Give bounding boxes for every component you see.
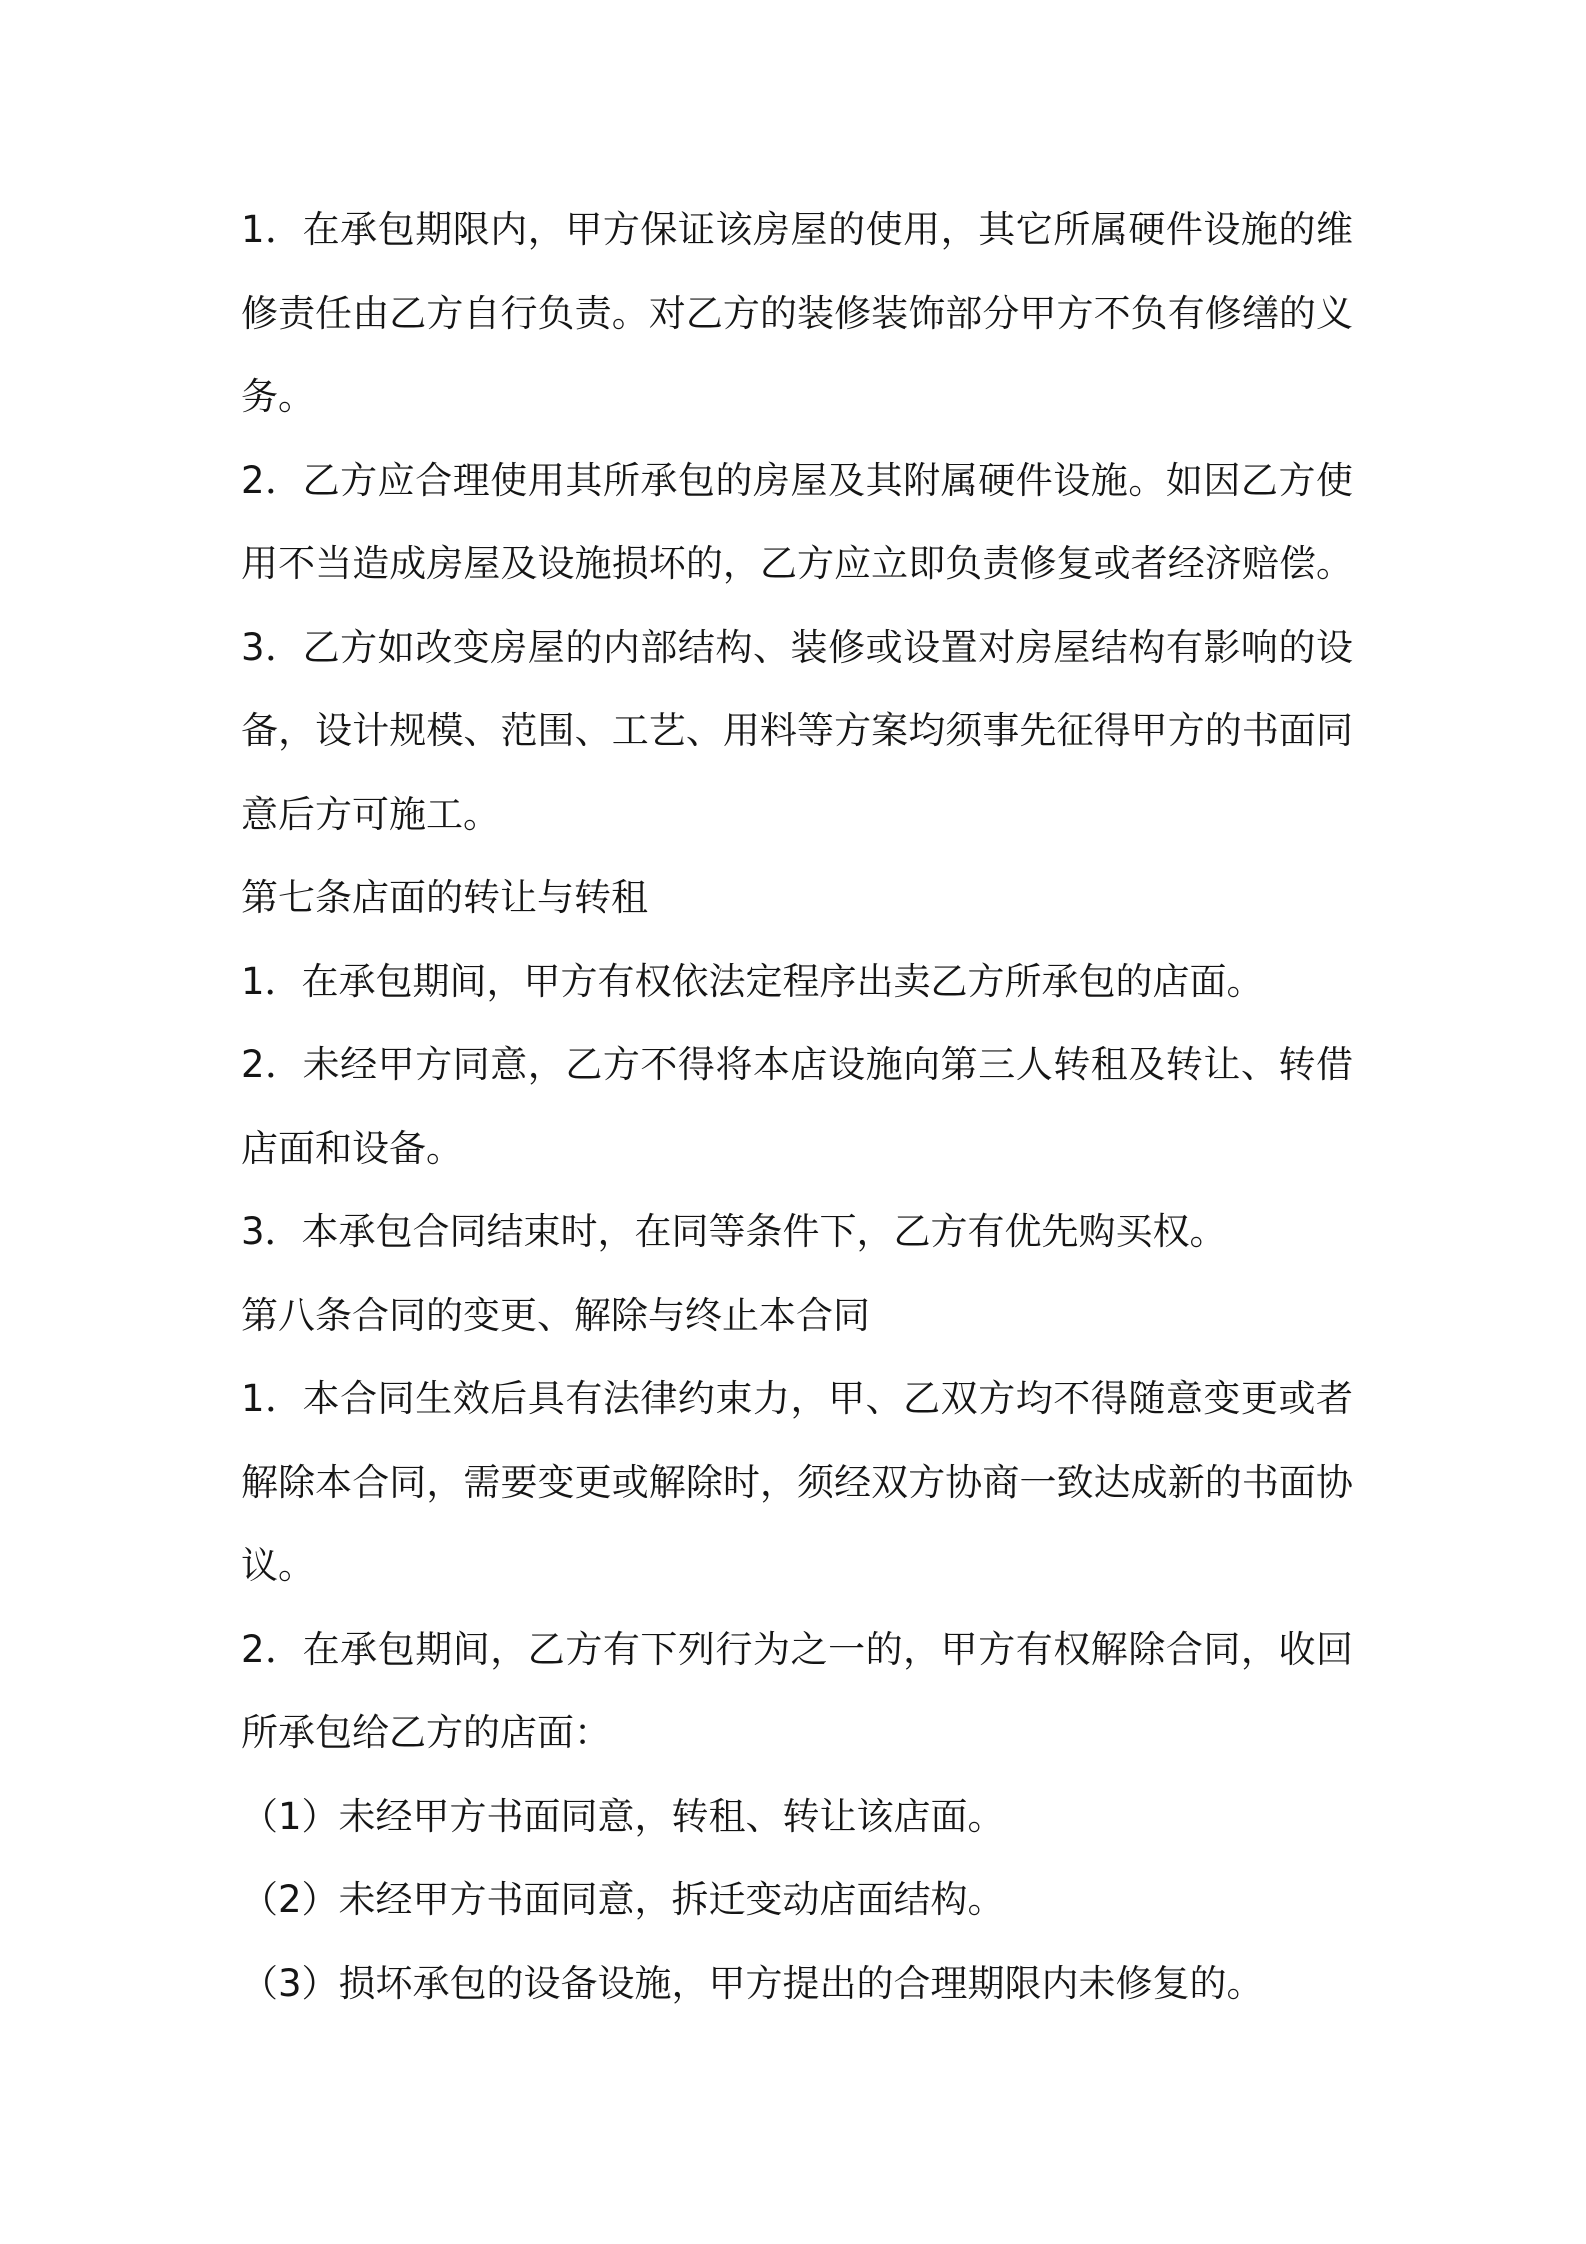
- clause-7-1: [241, 940, 1353, 1024]
- text-line: 解除本合同，需要变更或解除时，须经双方协商一致达成新的书面协: [241, 1460, 1353, 1504]
- clause-6-3: [241, 606, 1353, 857]
- text-line: 议。: [241, 1544, 315, 1587]
- section-heading: 第七条店面的转让与转租: [241, 876, 648, 919]
- text-line: 用不当造成房屋及设施损坏的，乙方应立即负责修复或者经济赔偿。: [241, 542, 1353, 585]
- article-8-heading: [241, 1274, 1353, 1358]
- text-line: （2）未经甲方书面同意，拆迁变动店面结构。: [241, 1878, 1005, 1921]
- text-line: 2．在承包期间，乙方有下列行为之一的，甲方有权解除合同，收回: [241, 1627, 1353, 1671]
- clause-8-1: [241, 1357, 1353, 1608]
- clause-8-2: [241, 1608, 1353, 1775]
- text-line: 意后方可施工。: [241, 792, 500, 836]
- clause-7-3: [241, 1190, 1353, 1274]
- text-line: 备，设计规模、范围、工艺、用料等方案均须事先征得甲方的书面同: [241, 709, 1353, 752]
- text-line: 修责任由乙方自行负责。对乙方的装修装饰部分甲方不负有修缮的义: [241, 291, 1353, 335]
- text-line: （3）损坏承包的设备设施，甲方提出的合理期限内未修复的。: [241, 1961, 1264, 2005]
- text-line: 1．在承包期间，甲方有权依法定程序出卖乙方所承包的店面。: [241, 959, 1264, 1003]
- sub-item-3: [241, 1942, 1353, 2026]
- text-line: 店面和设备。: [241, 1126, 463, 1170]
- text-line: 2．乙方应合理使用其所承包的房屋及其附属硬件设施。如因乙方使: [241, 458, 1353, 502]
- clause-6-1: [241, 188, 1353, 439]
- clause-7-2: [241, 1023, 1353, 1190]
- text-line: 务。: [241, 375, 315, 418]
- text-line: 1．本合同生效后具有法律约束力，甲、乙双方均不得随意变更或者: [241, 1377, 1353, 1420]
- sub-item-2: [241, 1858, 1353, 1942]
- text-line: 3．本承包合同结束时，在同等条件下，乙方有优先购买权。: [241, 1210, 1227, 1253]
- text-line: 3．乙方如改变房屋的内部结构、装修或设置对房屋结构有影响的设: [241, 625, 1353, 669]
- section-heading: 第八条合同的变更、解除与终止本合同: [241, 1293, 870, 1337]
- document-body: [241, 188, 1353, 2025]
- text-line: 2．未经甲方同意，乙方不得将本店设施向第三人转租及转让、转借: [241, 1043, 1353, 1086]
- text-line: （1）未经甲方书面同意，转租、转让该店面。: [241, 1794, 1005, 1838]
- text-line: 1．在承包期限内，甲方保证该房屋的使用，其它所属硬件设施的维: [241, 208, 1353, 251]
- article-7-heading: [241, 856, 1353, 940]
- sub-item-1: [241, 1775, 1353, 1859]
- text-line: 所承包给乙方的店面：: [241, 1711, 611, 1754]
- clause-6-2: [241, 439, 1353, 606]
